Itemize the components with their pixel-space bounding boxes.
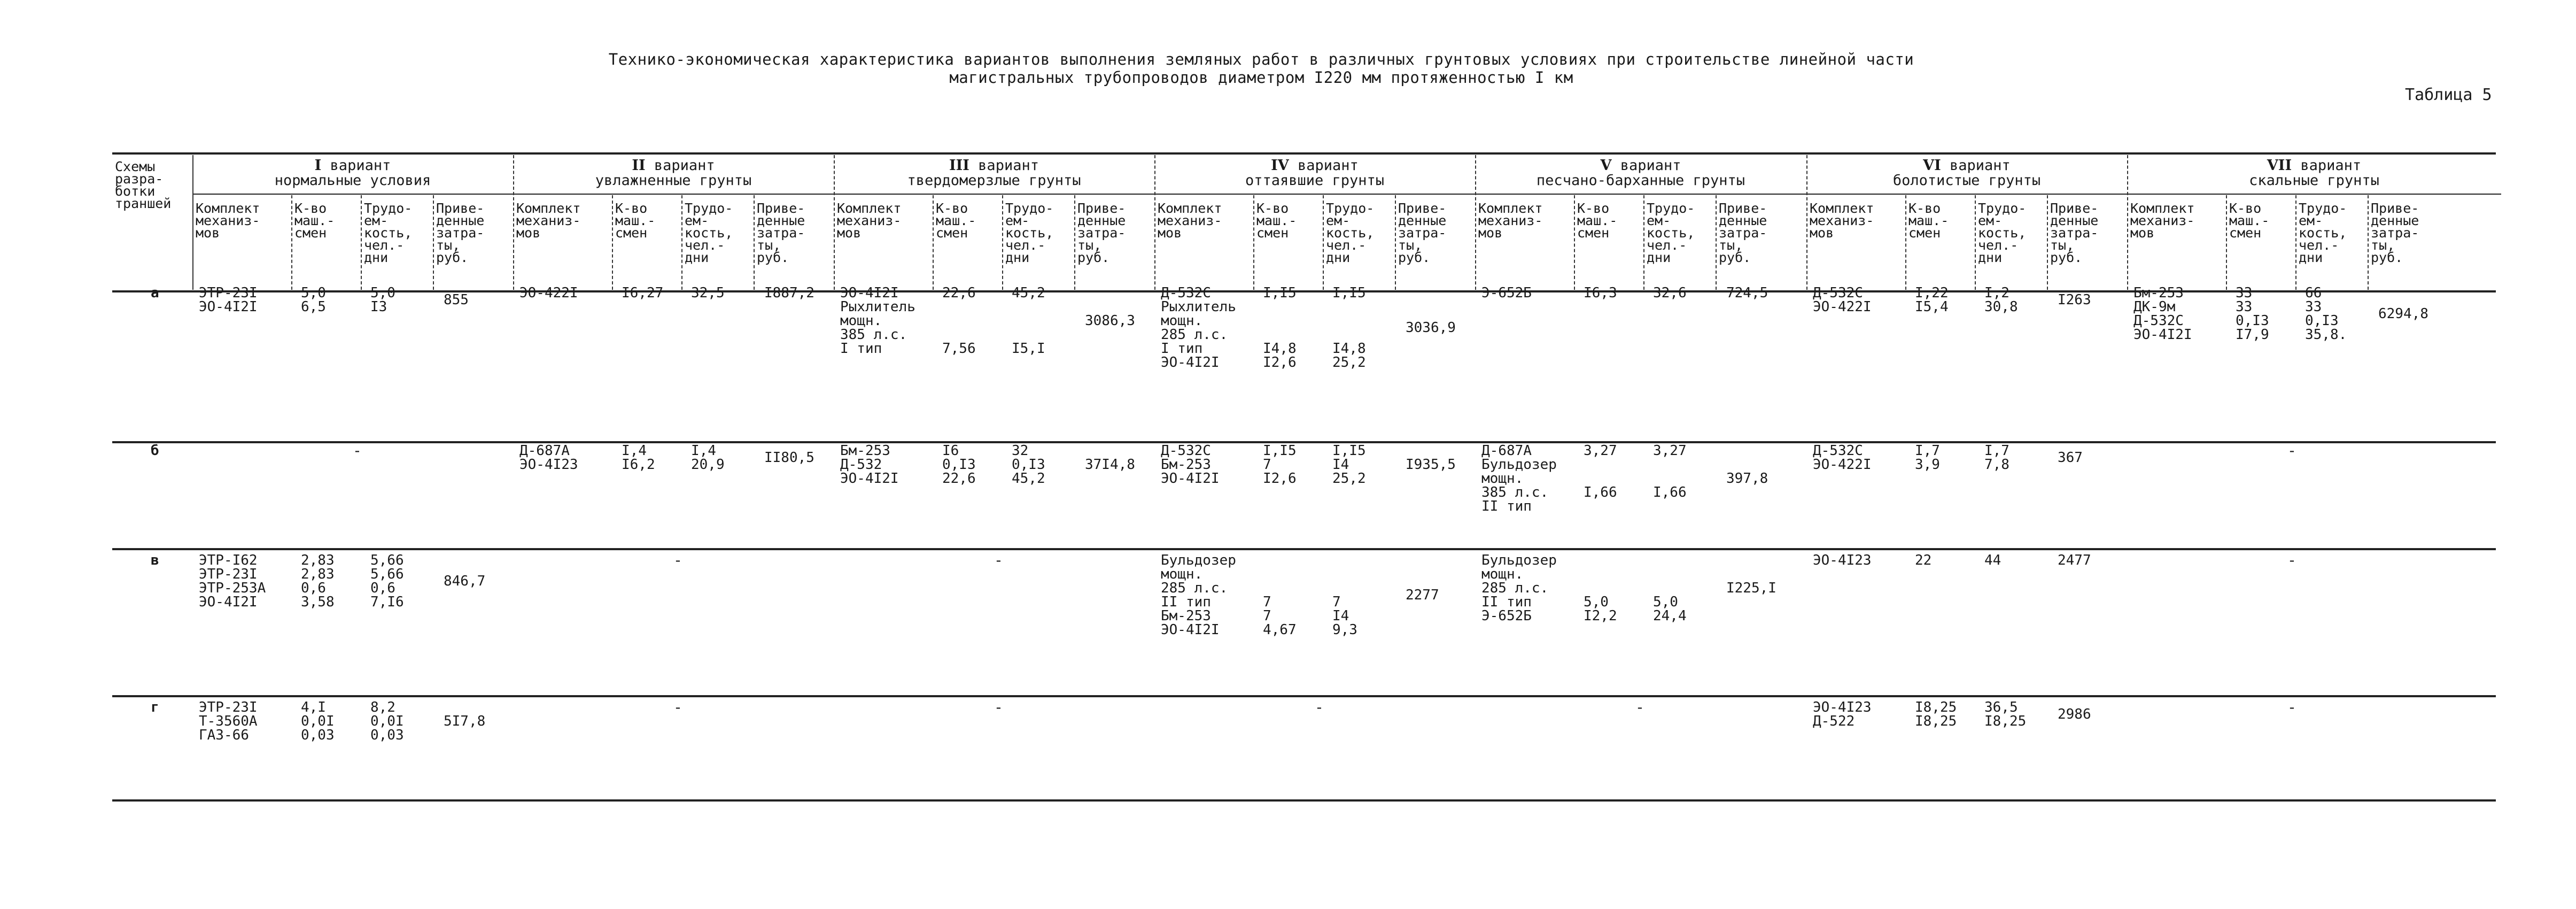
variant-header (513, 158, 834, 188)
variant-number: IV (1271, 157, 1289, 174)
variant-label: вариант (2292, 157, 2362, 174)
reduced-cost: I263 (2058, 292, 2091, 308)
subcolumn-header: Приве- денные затра- ты, руб. (1077, 201, 1126, 265)
variant-title (1475, 158, 1806, 173)
machine-shifts: I,7 3,9 (1915, 443, 1940, 473)
labor-intensity: 44 (1984, 552, 2001, 568)
mechanism-set: Д-532С ЭО-422I (1813, 285, 1872, 315)
machine-shifts: 5,0 6,5 (301, 285, 326, 315)
reduced-cost: 3086,3 (1085, 313, 1135, 329)
mechanism-set: Д-532С Рыхлитель мощн. 285 л.с. I тип ЭО-4I2I (1161, 285, 1236, 371)
reduced-cost: I887,2 (764, 285, 814, 301)
subcolumn-divider (1643, 195, 1644, 290)
labor-intensity: 3,27 I,66 (1653, 443, 1687, 500)
mechanism-set: ЭО-4I2I Рыхлитель мощн. 385 л.с. I тип (840, 285, 915, 357)
subcolumn-header: Трудо- ем- кость, чел.- дни (1326, 201, 1375, 265)
subcolumn-header: Трудо- ем- кость, чел.- дни (1978, 201, 2027, 265)
machine-shifts: I6 0,I3 22,6 (942, 443, 976, 487)
reduced-cost: 37I4,8 (1085, 457, 1135, 473)
reduced-cost: 2277 (1406, 587, 1439, 603)
labor-intensity: 32,5 (691, 285, 725, 301)
machine-shifts: 5,0 I2,2 (1584, 594, 1617, 624)
empty-dash: - (673, 551, 682, 569)
variant-title (834, 158, 1154, 173)
labor-intensity: I,I5 I4,8 25,2 (1332, 285, 1366, 371)
reduced-cost: 397,8 (1726, 471, 1768, 487)
variant-title (1154, 158, 1475, 173)
machine-shifts: 7 7 4,67 (1263, 594, 1297, 638)
variant-header (1806, 158, 2127, 188)
subcolumn-header: Комплект механиз- мов (516, 201, 581, 241)
labor-intensity: I,2 30,8 (1984, 285, 2018, 315)
machine-shifts: 22,6 7,56 (942, 285, 976, 357)
mechanism-set: Бульдозер мощн. 285 л.с. II тип Бм-253 ЭО-4I2I (1161, 552, 1236, 638)
variant-title (513, 158, 834, 173)
subcolumn-header: К-во маш.- смен (294, 201, 335, 241)
variant-label: вариант (1289, 157, 1359, 174)
subcolumn-divider (2226, 195, 2227, 290)
labor-intensity: 32 0,I3 45,2 (1012, 443, 1045, 487)
subcolumn-divider (291, 195, 292, 290)
empty-dash: - (1315, 698, 1324, 716)
labor-intensity: 7 I4 9,3 (1332, 594, 1357, 638)
mechanism-set: ЭТР-I62 ЭТР-23I ЭТР-253А ЭО-4I2I (199, 552, 266, 610)
reduced-cost: 846,7 (444, 573, 486, 589)
subcolumn-header: Приве- денные затра- ты, руб. (1398, 201, 1447, 265)
labor-intensity: 66 33 0,I3 35,8. (2305, 285, 2347, 343)
labor-intensity: I,I5 I4 25,2 (1332, 443, 1366, 487)
reduced-cost: I225,I (1726, 580, 1776, 596)
subcolumn-divider (1975, 195, 1976, 290)
row-separator (112, 441, 2496, 443)
labor-intensity: 45,2 I5,I (1012, 285, 1045, 357)
subcolumn-header: Приве- денные затра- ты, руб. (1719, 201, 1767, 265)
labor-intensity: 5,0 24,4 (1653, 594, 1687, 624)
reduced-cost: 724,5 (1726, 285, 1768, 301)
document-title: Технико-экономическая характеристика вариантов выполнения земляных работ в различных грунтовых условиях при строительстве линейной части магистральных трубопроводов диаметром I220 мм протяженностью I км (608, 50, 1914, 87)
variant-header-rule (192, 194, 2501, 195)
machine-shifts: I8,25 I8,25 (1915, 699, 1957, 729)
subcolumn-divider (1395, 195, 1396, 290)
subcolumn-header: Трудо- ем- кость, чел.- дни (685, 201, 733, 265)
variant-number: III (949, 157, 969, 174)
scheme-label: г (151, 699, 159, 715)
variant-title (1806, 158, 2127, 173)
reduced-cost: 6294,8 (2378, 306, 2428, 322)
machine-shifts: 4,I 0,0I 0,03 (301, 699, 335, 743)
subcolumn-header: Комплект механиз- мов (2130, 201, 2195, 241)
machine-shifts: 33 33 0,I3 I7,9 (2236, 285, 2269, 343)
table-top-rule (112, 152, 2496, 155)
subcolumn-divider (1002, 195, 1003, 290)
scheme-label: б (151, 443, 159, 459)
subcolumn-divider (433, 195, 434, 290)
subcolumn-header: Трудо- ем- кость, чел.- дни (1647, 201, 1695, 265)
reduced-cost: II80,5 (764, 450, 814, 466)
scheme-column-header: Схемы разра- ботки траншей (115, 159, 172, 211)
empty-dash: - (2287, 442, 2296, 459)
subcolumn-divider (1323, 195, 1324, 290)
labor-intensity: I,4 20,9 (691, 443, 725, 473)
row-separator (112, 695, 2496, 697)
empty-dash: - (353, 442, 362, 459)
subcolumn-divider (933, 195, 934, 290)
variant-title (2127, 158, 2501, 173)
variant-title (192, 158, 513, 173)
subcolumn-header: Приве- денные затра- ты, руб. (2371, 201, 2419, 265)
variant-condition: скальные грунты (2249, 172, 2379, 189)
variant-condition: болотистые грунты (1892, 172, 2041, 189)
reduced-cost: 2986 (2058, 706, 2091, 722)
machine-shifts: 22 (1915, 552, 1932, 568)
variant-condition: увлажненные грунты (595, 172, 752, 189)
mechanism-set: ЭТР-23I ЭО-4I2I (199, 285, 258, 315)
variant-condition: песчано-барханные грунты (1536, 172, 1745, 189)
reduced-cost: I935,5 (1406, 457, 1456, 473)
empty-dash: - (1635, 698, 1644, 716)
empty-dash: - (2287, 551, 2296, 569)
subcolumn-header: Приве- денные затра- ты, руб. (436, 201, 485, 265)
variant-label: вариант (1611, 157, 1681, 174)
empty-dash: - (673, 698, 682, 716)
variant-number: VII (2267, 157, 2292, 174)
subcolumn-header: Комплект механиз- мов (1478, 201, 1543, 241)
variant-label: вариант (969, 157, 1039, 174)
subcolumn-header: К-во маш.- смен (1577, 201, 1618, 241)
subcolumn-header: Трудо- ем- кость, чел.- дни (364, 201, 413, 265)
variant-condition: нормальные условия (274, 172, 431, 189)
variant-condition: твердомерзлые грунты (907, 172, 1081, 189)
empty-dash: - (994, 551, 1003, 569)
mechanism-set: Э-652Б (1481, 285, 1532, 301)
subcolumn-divider (612, 195, 613, 290)
reduced-cost: 855 (444, 292, 469, 308)
labor-intensity: 5,66 5,66 0,6 7,I6 (370, 552, 404, 610)
variant-header (1154, 158, 1475, 188)
machine-shifts: 3,27 I,66 (1584, 443, 1617, 500)
subcolumn-header: Трудо- ем- кость, чел.- дни (1005, 201, 1054, 265)
subcolumn-divider (1074, 195, 1075, 290)
subcolumn-header: Комплект механиз- мов (1158, 201, 1222, 241)
subcolumn-header: Комплект механиз- мов (1810, 201, 1874, 241)
scheme-label: в (151, 552, 159, 568)
variant-number: I (314, 157, 322, 174)
subcolumn-header: Приве- денные затра- ты, руб. (757, 201, 805, 265)
subcolumn-header: Приве- денные затра- ты, руб. (2050, 201, 2099, 265)
subcolumn-divider (754, 195, 755, 290)
labor-intensity: 5,0 I3 (370, 285, 395, 315)
machine-shifts: 2,83 2,83 0,6 3,58 (301, 552, 335, 610)
mechanism-set: Д-532С ЭО-422I (1813, 443, 1872, 473)
machine-shifts: I6,27 (622, 285, 664, 301)
subcolumn-divider (2047, 195, 2048, 290)
variant-header (834, 158, 1154, 188)
subcolumn-header: К-во маш.- смен (2229, 201, 2270, 241)
mechanism-set: ЭО-4I23 Д-522 (1813, 699, 1872, 729)
variant-header (192, 158, 513, 188)
machine-shifts: I,I5 I4,8 I2,6 (1263, 285, 1297, 371)
row-separator (112, 799, 2496, 802)
subcolumn-header: Комплект механиз- мов (196, 201, 260, 241)
mechanism-set: Д-687А ЭО-4I23 (519, 443, 578, 473)
mechanism-set: Бм-253 ДК-9м Д-532С ЭО-4I2I (2133, 285, 2192, 343)
row-separator (112, 548, 2496, 550)
subcolumn-divider (2295, 195, 2296, 290)
subcolumn-divider (2368, 195, 2369, 290)
machine-shifts: I6,3 (1584, 285, 1617, 301)
variant-header (1475, 158, 1806, 188)
variant-number: V (1600, 157, 1612, 174)
subcolumn-divider (1253, 195, 1254, 290)
machine-shifts: I,I5 7 I2,6 (1263, 443, 1297, 487)
mechanism-set: Д-687А Бульдозер мощн. 385 л.с. II тип (1481, 443, 1557, 514)
labor-intensity: 36,5 I8,25 (1984, 699, 2027, 729)
labor-intensity: I,7 7,8 (1984, 443, 2009, 473)
variant-number: II (632, 157, 646, 174)
subcolumn-divider (1905, 195, 1906, 290)
machine-shifts: I,22 I5,4 (1915, 285, 1949, 315)
subcolumn-header: Комплект механиз- мов (837, 201, 902, 241)
reduced-cost: 5I7,8 (444, 713, 486, 729)
subcolumn-divider (361, 195, 362, 290)
subcolumn-divider (1574, 195, 1575, 290)
mechanism-set: ЭТР-23I Т-3560А ГАЗ-66 (199, 699, 258, 743)
subcolumn-header: К-во маш.- смен (1908, 201, 1949, 241)
mechanism-set: Бм-253 Д-532 ЭО-4I2I (840, 443, 899, 487)
variant-label: вариант (645, 157, 715, 174)
subcolumn-header: К-во маш.- смен (615, 201, 656, 241)
variant-label: вариант (321, 157, 391, 174)
variant-number: VI (1923, 157, 1941, 174)
reduced-cost: 367 (2058, 450, 2083, 466)
machine-shifts: I,4 I6,2 (622, 443, 655, 473)
variant-header (2127, 158, 2501, 188)
empty-dash: - (994, 698, 1003, 716)
subcolumn-header: К-во маш.- смен (1256, 201, 1297, 241)
mechanism-set: ЭО-4I23 (1813, 552, 1872, 568)
labor-intensity: 32,6 (1653, 285, 1687, 301)
reduced-cost: 3036,9 (1406, 320, 1456, 336)
variant-condition: оттаявшие грунты (1245, 172, 1385, 189)
mechanism-set: ЭО-422I (519, 285, 578, 301)
variant-label: вариант (1941, 157, 2011, 174)
reduced-cost: 2477 (2058, 552, 2091, 568)
subcolumn-header: К-во маш.- смен (936, 201, 976, 241)
subcolumn-divider (681, 195, 682, 290)
subcolumn-divider (1716, 195, 1717, 290)
mechanism-set: Д-532С Бм-253 ЭО-4I2I (1161, 443, 1220, 487)
subcolumn-header: Трудо- ем- кость, чел.- дни (2299, 201, 2347, 265)
labor-intensity: 8,2 0,0I 0,03 (370, 699, 404, 743)
mechanism-set: Бульдозер мощн. 285 л.с. II тип Э-652Б (1481, 552, 1557, 624)
empty-dash: - (2287, 698, 2296, 716)
table-number: Таблица 5 (2405, 86, 2492, 104)
scheme-label: а (151, 285, 159, 301)
